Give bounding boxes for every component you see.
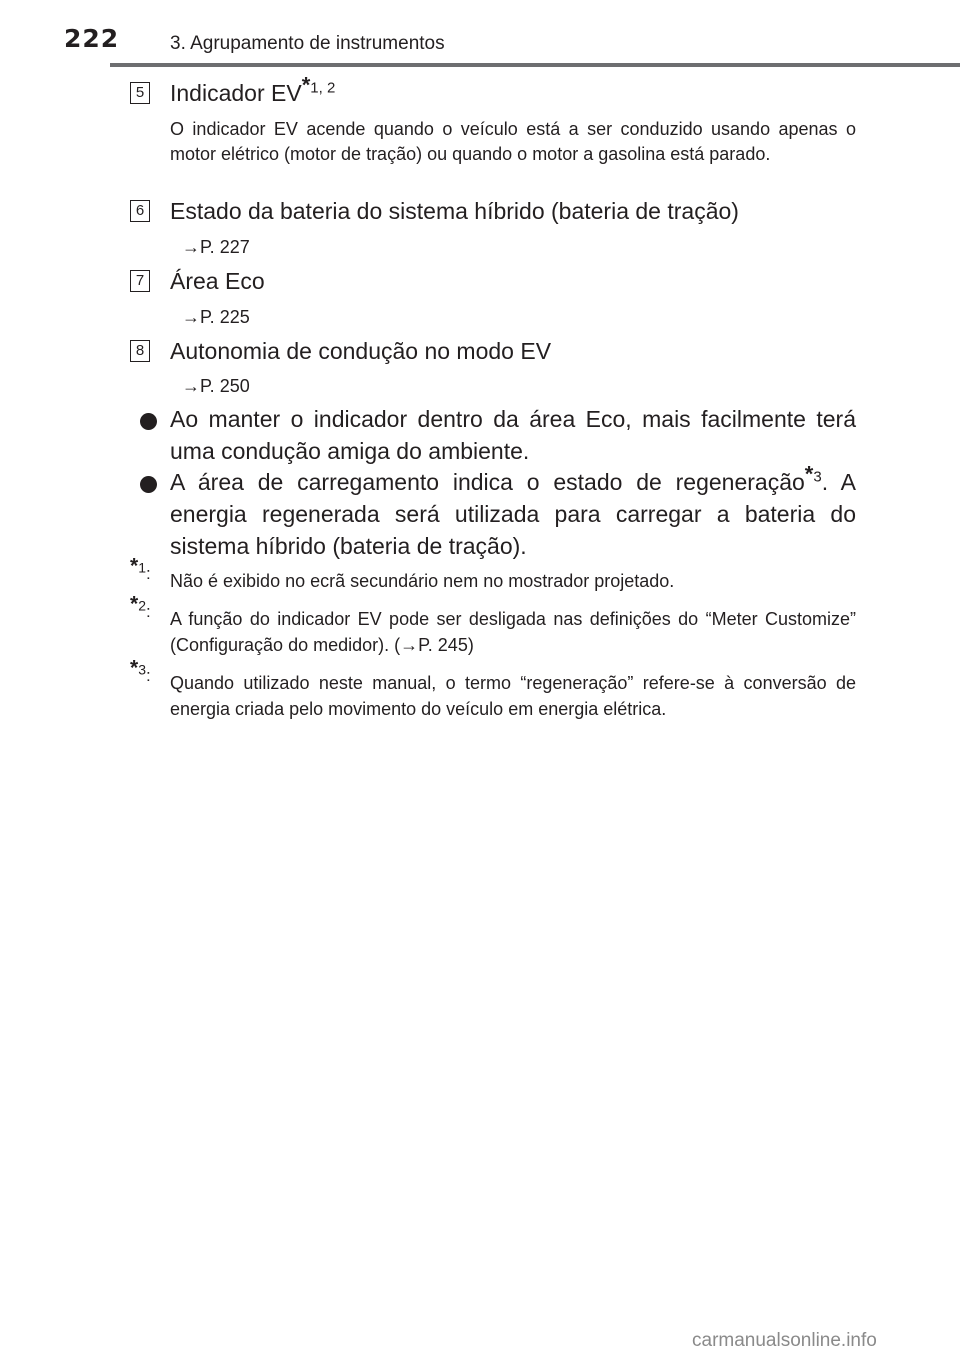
bullet-text: Ao manter o indicador dentro da área Eco, mais facilmente terá uma condução amiga do ambiente. [170,406,856,464]
item-number-badge: 5 [130,82,150,104]
bullet-text-part: A área de carregamento indica o estado de regeneração [170,469,805,495]
page-reference [182,237,250,258]
bullet-icon [140,413,157,430]
footnote-separator: : [145,564,151,583]
page-reference [182,376,250,397]
arrow-icon: → [400,635,419,655]
item-title [170,72,336,107]
footnote-ref: 1, 2 [310,79,336,97]
page-reference-text: P. 225 [200,307,250,327]
item-title: Autonomia de condução no modo EV [170,338,552,364]
footnote-text-part: ) [467,635,474,655]
footnote-text-part: A função do indicador EV pode ser desligada nas definições do “Meter Customize” (Configuração do medidor). ( [170,609,856,655]
page-reference [182,307,250,328]
footnote-number: 1 [138,559,146,576]
footnote-text: Quando utilizado neste manual, o termo “regeneração” refere-se à conversão de energia criada pelo movimento do veículo em energia elétrica. [170,673,856,719]
asterisk-icon: * [130,554,139,578]
footnote-text [170,606,856,658]
asterisk-icon: * [130,592,139,616]
page-reference-text: P. 250 [200,376,250,396]
footnote-ref: 3 [813,468,822,486]
item-title-text: Indicador EV [170,80,302,106]
chapter-title: 3. Agrupamento de instrumentos [170,33,445,54]
bullet-icon [140,476,157,493]
footnote-number: 3 [138,661,146,678]
page-header [0,0,960,70]
footnote-mark [130,554,151,584]
bullet-text-part: . A energia regenerada será utilizada para carregar a bateria do sistema híbrido (bateria de tração). [170,469,856,559]
arrow-icon: → [182,307,200,327]
footnote-number: 2 [138,597,146,614]
item-number-badge: 6 [130,200,150,222]
arrow-icon: → [182,237,200,257]
watermark[interactable]: carmanualsonline.info [692,1330,877,1351]
item-description: O indicador EV acende quando o veículo está a ser conduzido usando apenas o motor elétrico (motor de tração) ou quando o motor a gasolina está parado. [170,119,856,164]
footnote-mark [130,592,151,622]
asterisk-icon: * [301,72,311,98]
item-number-badge: 7 [130,270,150,292]
item-title: Área Eco [170,268,265,294]
asterisk-icon: * [130,656,139,680]
footnote-mark [130,656,151,686]
page-reference-text: P. 227 [200,237,250,257]
page-reference-text: P. 245 [418,635,468,655]
page-number: 222 [64,24,120,53]
bullet-text [170,461,856,562]
footnote-separator: : [145,666,151,685]
footnote-separator: : [145,602,151,621]
header-rule [110,63,960,67]
item-number-badge: 8 [130,340,150,362]
item-title: Estado da bateria do sistema híbrido (bateria de tração) [170,198,739,224]
arrow-icon: → [182,376,200,396]
asterisk-icon: * [804,461,814,487]
footnote-text: Não é exibido no ecrã secundário nem no mostrador projetado. [170,571,675,591]
